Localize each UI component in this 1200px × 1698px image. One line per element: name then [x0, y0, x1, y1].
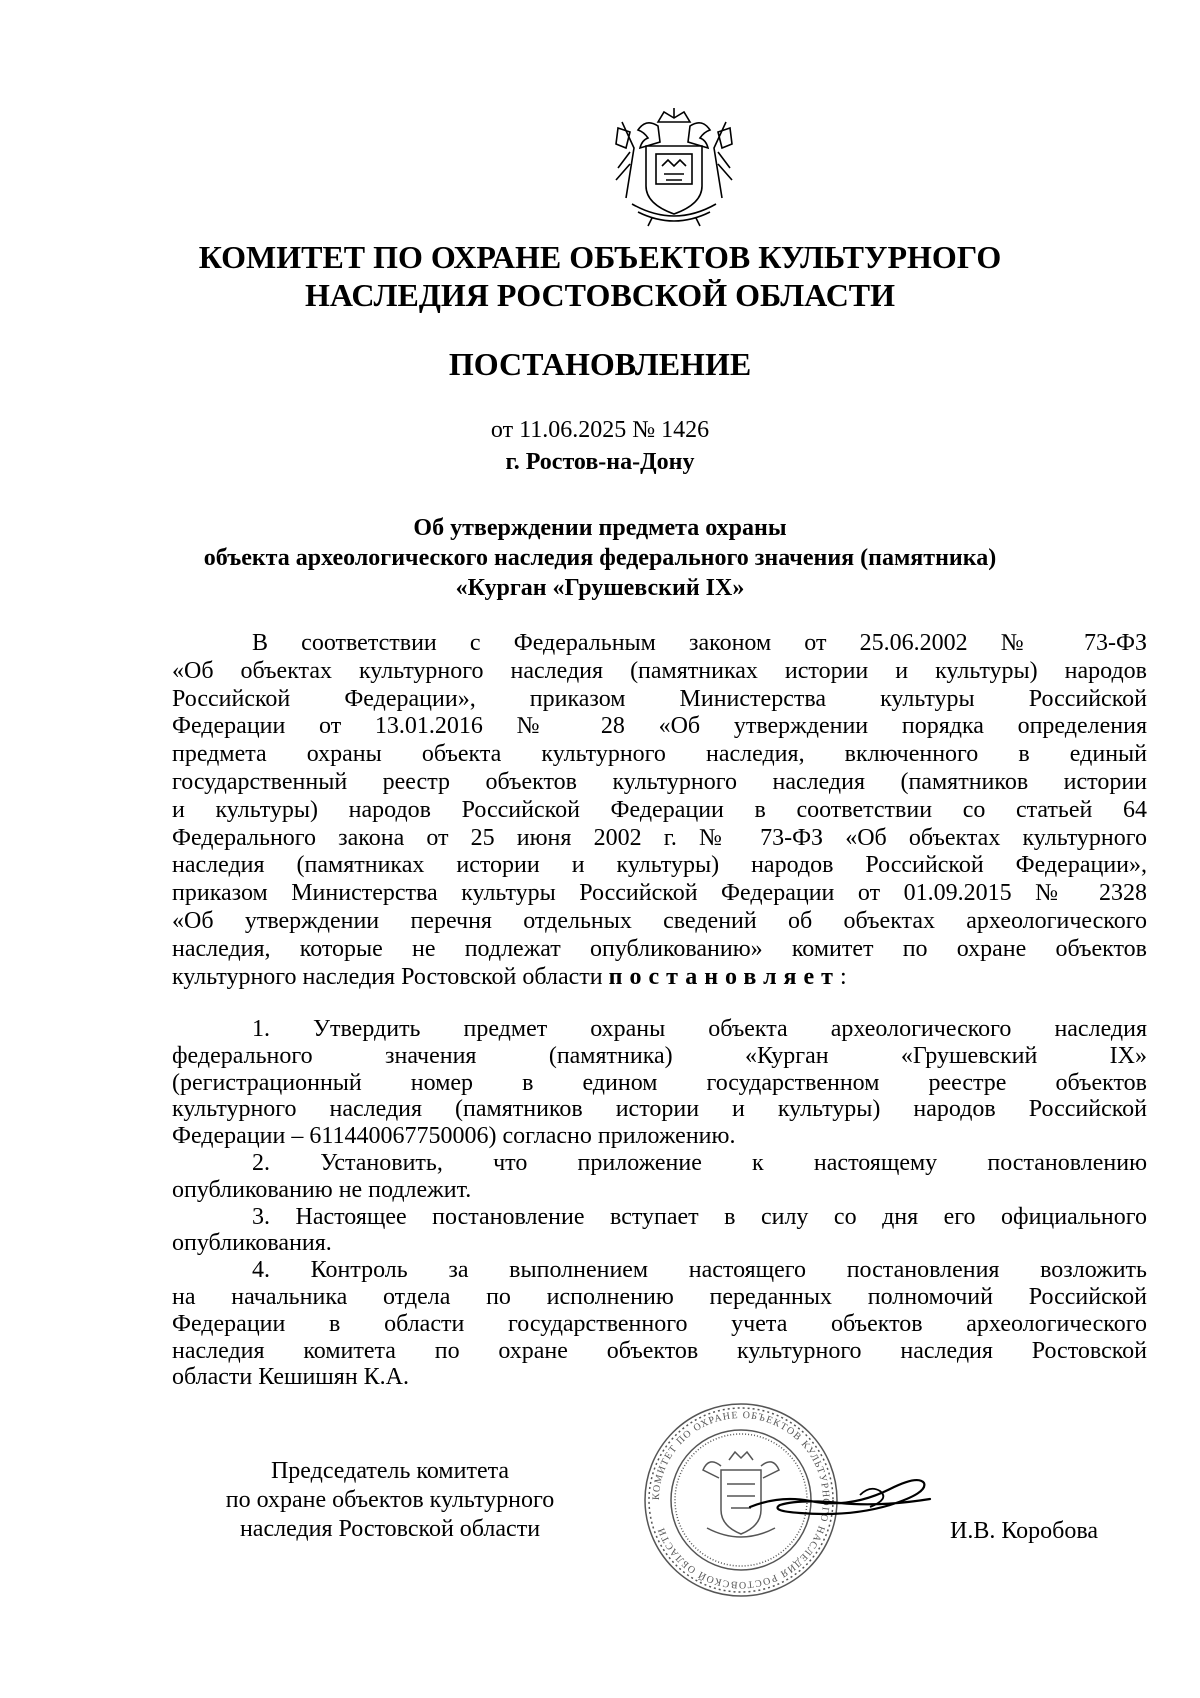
- signatory-title-line2: по охране объектов культурного: [225, 1487, 555, 1513]
- date-and-number: от 11.06.2025 № 1426: [490, 417, 710, 443]
- coat-of-arms-icon: [608, 108, 740, 228]
- item-line: Федерации – 611440067750006) согласно приложению.: [172, 1123, 736, 1150]
- preamble-line: и культуры) народов Российской Федерации в соответствии со статьей 64: [172, 796, 1147, 823]
- city: г. Ростов-на-Дону: [505, 449, 695, 475]
- decree-item-1: [172, 1016, 1147, 1150]
- preamble-line: «Об утверждении перечня отдельных сведений об объектах археологического: [172, 907, 1147, 934]
- decree-items: [172, 1016, 1147, 1391]
- item-line: 1. Утвердить предмет охраны объекта археологического наследия: [252, 1016, 1147, 1042]
- handwritten-signature-icon: [740, 1455, 940, 1535]
- item-line: наследия комитета по охране объектов культурного наследия Ростовской: [172, 1337, 1147, 1364]
- item-line: 3. Настоящее постановление вступает в силу со дня его официального: [252, 1203, 1147, 1230]
- preamble-line: государственный реестр объектов культурного наследия (памятников истории: [172, 768, 1147, 795]
- item-line: опубликования.: [172, 1230, 332, 1257]
- subject-line3: «Курган «Грушевский IX»: [455, 575, 745, 601]
- item-line: на начальника отдела по исполнению переданных полномочий Российской: [172, 1283, 1147, 1310]
- organization-name-line1: КОМИТЕТ ПО ОХРАНЕ ОБЪЕКТОВ КУЛЬТУРНОГО: [198, 239, 1002, 275]
- preamble-line: наследия, которые не подлежат опубликованию» комитет по охране объектов: [172, 935, 1147, 962]
- preamble-line: В соответствии с Федеральным законом от 25.06.2002 № 73-ФЗ: [252, 630, 1147, 656]
- preamble-last-line: [172, 964, 1147, 992]
- item-line: федерального значения (памятника) «Курган «Грушевский IX»: [172, 1042, 1147, 1069]
- signatory-title-line3: наследия Ростовской области: [239, 1516, 541, 1542]
- preamble-line: «Об объектах культурного наследия (памятниках истории и культуры) народов: [172, 657, 1147, 684]
- preamble-line: наследия (памятниках истории и культуры) народов Российской Федерации»,: [172, 852, 1147, 879]
- preamble-line: Федерации от 13.01.2016 № 28 «Об утверждении порядка определения: [172, 713, 1147, 740]
- preamble-line: Федерального закона от 25 июня 2002 г. № 73-ФЗ «Об объектах культурного: [172, 824, 1147, 851]
- organization-name-line2: НАСЛЕДИЯ РОСТОВСКОЙ ОБЛАСТИ: [304, 277, 896, 313]
- item-line: Федерации в области государственного учета объектов археологического: [172, 1310, 1147, 1337]
- document-type: ПОСТАНОВЛЕНИЕ: [448, 346, 752, 382]
- item-line: 4. Контроль за выполнением настоящего постановления возложить: [252, 1257, 1147, 1284]
- subject-line2: объекта археологического наследия федерального значения (памятника): [203, 545, 997, 571]
- preamble-line: Российской Федерации», приказом Министерства культуры Российской: [172, 685, 1147, 712]
- signatory-title-line1: Председатель комитета: [270, 1458, 510, 1484]
- item-line: опубликованию не подлежит.: [172, 1176, 472, 1203]
- signatory-title: [170, 1457, 610, 1544]
- decree-item-4: [172, 1257, 1147, 1391]
- item-line: области Кешишян К.А.: [172, 1364, 409, 1391]
- decree-word: постановляет: [608, 963, 840, 990]
- signer-name: И.В. Коробова: [950, 1518, 1099, 1544]
- item-line: 2. Установить, что приложение к настоящему постановлению: [252, 1149, 1147, 1176]
- document-subject: [100, 513, 1100, 603]
- subject-line1: Об утверждении предмета охраны: [413, 515, 787, 541]
- item-line: (регистрационный номер в едином государственном реестре объектов: [172, 1069, 1147, 1096]
- preamble-last-suffix: :: [839, 963, 847, 990]
- item-line: культурного наследия (памятников истории и культуры) народов Российской: [172, 1096, 1147, 1123]
- stamp-text: КОМИТЕТ ПО ОХРАНЕ ОБЪЕКТОВ КУЛЬТУРНОГО НАСЛЕДИЯ РОСТОВСКОЙ ОБЛАСТИ: [650, 1409, 832, 1591]
- decree-item-2: [172, 1150, 1147, 1204]
- preamble-line: приказом Министерства культуры Российской Федерации от 01.09.2015 № 2328: [172, 880, 1147, 907]
- organization-name: [100, 238, 1100, 314]
- preamble-line: предмета охраны объекта культурного наследия, включенного в единый: [172, 741, 1147, 768]
- preamble-last-prefix: культурного наследия Ростовской области: [172, 963, 603, 990]
- decree-item-3: [172, 1204, 1147, 1258]
- preamble-paragraph: [172, 630, 1147, 991]
